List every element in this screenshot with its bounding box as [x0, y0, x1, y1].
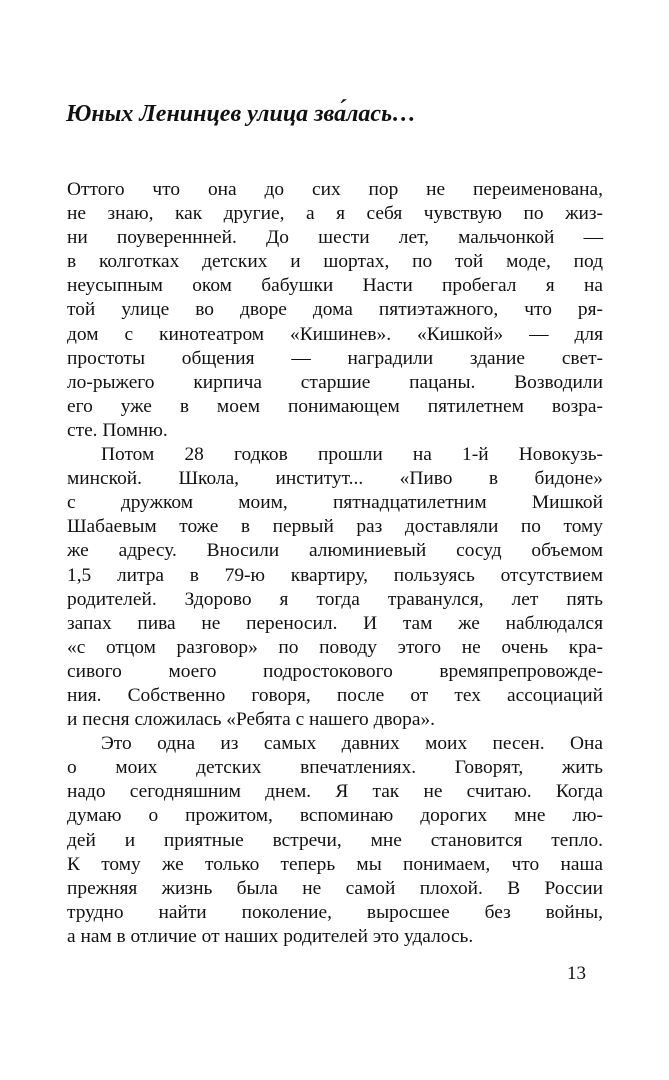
text-line: Это одна из самых давних моих песен. Она	[101, 733, 603, 755]
page-number: 13	[567, 963, 586, 984]
text-line: сивого моего подростокового времяпрепровожде-	[67, 660, 603, 682]
text-line: запах пива не переносил. И там же наблюдался	[67, 612, 603, 634]
body-text	[67, 178, 603, 949]
paragraph	[67, 443, 603, 732]
chapter-title: Юных Ленинцев улица зва́лась…	[66, 101, 417, 127]
text-line: не знаю, как другие, а я себя чувствую по жиз-	[67, 203, 603, 225]
text-line: ло-рыжего кирпича старшие пацаны. Возводили	[67, 371, 603, 393]
text-line: в колготках детских и шортах, по той моде, под	[67, 251, 603, 273]
text-line: 1,5 литра в 79-ю квартиру, пользуясь отсутствием	[67, 564, 603, 586]
text-line: той улице во дворе дома пятиэтажного, что ря-	[67, 299, 603, 321]
text-line: неусыпным оком бабушки Насти пробегал я на	[67, 275, 603, 297]
text-line: трудно найти поколение, выросшее без войны,	[67, 901, 603, 923]
text-line: думаю о прожитом, вспоминаю дорогих мне лю-	[67, 805, 603, 827]
text-line: надо сегодняшним днем. Я так не считаю. Когда	[67, 781, 603, 803]
text-line: дей и приятные встречи, мне становится тепло.	[67, 829, 603, 851]
text-line: дом с кинотеатром «Кишинев». «Кишкой» — для	[67, 323, 603, 345]
text-line: минской. Школа, институт... «Пиво в бидоне»	[67, 468, 603, 490]
paragraph	[67, 178, 603, 443]
text-line: сте. Помню.	[67, 419, 168, 441]
paragraph	[67, 732, 603, 949]
text-line: «с отцом разговор» по поводу этого не очень кра-	[67, 636, 603, 658]
text-line: простоты общения — наградили здание свет-	[67, 347, 603, 369]
text-line: о моих детских впечатлениях. Говорят, жить	[67, 757, 603, 779]
text-line: Шабаевым тоже в первый раз доставляли по тому	[67, 516, 603, 538]
text-line: а нам в отличие от наших родителей это удалось.	[67, 925, 474, 947]
text-line: ни поувереннней. До шести лет, мальчонкой —	[67, 227, 603, 249]
text-line: же адресу. Вносили алюминиевый сосуд объемом	[67, 540, 603, 562]
text-line: и песня сложилась «Ребята с нашего двора».	[67, 709, 436, 731]
text-line: Потом 28 годков прошли на 1-й Новокузь-	[101, 444, 603, 466]
text-line: Оттого что она до сих пор не переименована,	[67, 179, 603, 200]
text-line: с дружком моим, пятнадцатилетним Мишкой	[67, 492, 603, 514]
text-line: родителей. Здорово я тогда траванулся, лет пять	[67, 588, 603, 610]
text-line: прежняя жизнь была не самой плохой. В России	[67, 877, 603, 899]
text-line: его уже в моем понимающем пятилетнем возра-	[67, 395, 603, 417]
text-line: ния. Собственно говоря, после от тех ассоциаций	[67, 684, 603, 706]
text-line: К тому же только теперь мы понимаем, что наша	[67, 853, 603, 875]
